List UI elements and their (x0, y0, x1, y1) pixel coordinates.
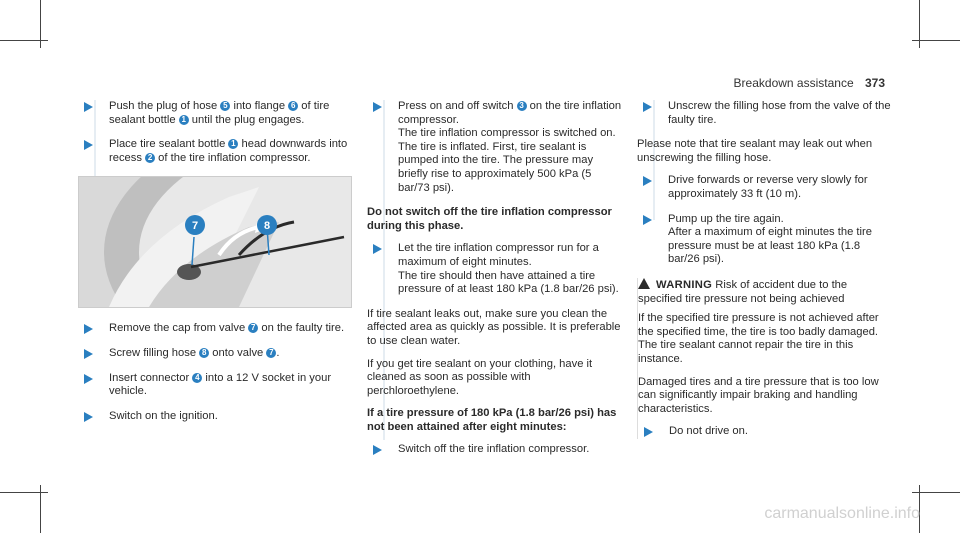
page-header (734, 76, 885, 90)
step-do-not-drive: Do not drive on. (638, 425, 891, 439)
paragraph-note: Please note that tire sealant may leak out when unscrewing the filling hose. (637, 138, 873, 164)
step-arrow-icon (373, 445, 382, 455)
step-arrow-icon (84, 349, 93, 359)
bold-condition: If a tire pressure of 180 kPa (1.8 bar/26 psi) has not been attained after eight minutes: (367, 407, 617, 433)
callout-4: 4 (192, 373, 202, 383)
tire-illustration-svg (79, 177, 351, 307)
step-arrow-icon (84, 324, 93, 334)
callout-3: 3 (517, 101, 527, 111)
callout-5: 5 (220, 101, 230, 111)
watermark: carmanualsonline.info (764, 505, 920, 522)
step-arrow-icon (643, 176, 652, 186)
step-screw-hose: Screw filling hose 8 onto valve 7 . (78, 347, 350, 361)
step-pump-again: Pump up the tire again. After a maximum of eight minutes the tire pressure must be at least 180 kPa (1.8 bar/26 psi). (637, 213, 891, 267)
step-arrow-icon (643, 102, 652, 112)
step-press-switch: Press on and off switch 3 on the tire inflation compressor. The tire inflation compressor is switched on. The tire is inflated. First, tire sealant is pumped into the tire. The pressure may briefly rise to approximately 500 kPa (5 bar/73 psi). (367, 100, 625, 195)
step-result-text: After a maximum of eight minutes the tire pressure must be at least 180 kPa (1.8 bar/26 psi). (668, 226, 872, 266)
callout-8: 8 (199, 348, 209, 358)
step-arrow-icon (373, 244, 382, 254)
page-number: 373 (864, 76, 885, 90)
step-result-text: The tire inflation compressor is switched on. The tire is inflated. First, tire sealant is pumped into the tire. The pressure may briefly rise to approximately 500 kPa (5 bar/73 psi). (398, 127, 616, 194)
callout-7: 7 (248, 323, 258, 333)
step-let-run: Let the tire inflation compressor run for a maximum of eight minutes. The tire should then have attained a tire pressure of at least 180 kPa (1.8 bar/26 psi). (367, 242, 625, 296)
step-drive-slowly: Drive forwards or reverse very slowly for approximately 33 ft (10 m). (637, 174, 891, 201)
warning-box (637, 278, 891, 439)
column-1 (78, 100, 350, 434)
crop-mark (0, 40, 48, 41)
step-unscrew-hose: Unscrew the filling hose from the valve of the faulty tire. (637, 100, 891, 127)
step-arrow-icon (644, 427, 653, 437)
warning-intro: Risk of accident due to the specified tire pressure not being achieved (638, 278, 848, 305)
warning-paragraph-2: Damaged tires and a tire pressure that is too low can significantly impair braking and handling characteristics. (638, 375, 879, 415)
step-arrow-icon (84, 412, 93, 422)
step-ignition: Switch on the ignition. (78, 410, 350, 424)
step-insert-connector: Insert connector 4 into a 12 V socket in your vehicle. (78, 372, 350, 399)
callout-7: 7 (266, 348, 276, 358)
step-arrow-icon (84, 140, 93, 150)
step-switch-off: Switch off the tire inflation compressor. (367, 443, 625, 457)
step-result-text: The tire should then have attained a tire pressure of at least 180 kPa (1.8 bar/26 psi). (398, 269, 619, 296)
bold-instruction: Do not switch off the tire inflation compressor during this phase. (367, 206, 612, 232)
warning-header (638, 278, 891, 306)
step-arrow-icon (643, 215, 652, 225)
callout-1: 1 (179, 115, 189, 125)
tire-valve-illustration (78, 176, 352, 308)
warning-title: WARNING (656, 278, 713, 291)
callout-6: 6 (288, 101, 298, 111)
crop-mark (912, 40, 960, 41)
column-3 (637, 100, 891, 450)
step-remove-cap: Remove the cap from valve 7 on the faulty tire. (78, 322, 350, 336)
crop-mark (912, 492, 960, 493)
step-place-bottle: Place tire sealant bottle 1 head downwards into recess 2 of the tire inflation compressor. (78, 138, 350, 165)
figure-label-7: 7 (191, 220, 199, 233)
warning-triangle-icon (638, 278, 650, 289)
section-title: Breakdown assistance (733, 76, 854, 90)
figure-label-8: 8 (263, 220, 271, 233)
warning-paragraph-1: If the specified tire pressure is not achieved after the specified time, the tire is too badly damaged. The tire sealant cannot repair the tire in this instance. (638, 312, 879, 365)
crop-mark (0, 492, 48, 493)
callout-1: 1 (228, 139, 238, 149)
step-push-plug: Push the plug of hose 5 into flange 6 of tire sealant bottle 1 until the plug engages. (78, 100, 350, 127)
callout-2: 2 (145, 153, 155, 163)
step-arrow-icon (84, 102, 93, 112)
paragraph-clothing: If you get tire sealant on your clothing, have it cleaned as soon as possible with perchloroethylene. (367, 357, 593, 397)
column-2 (367, 100, 625, 468)
step-arrow-icon (84, 374, 93, 384)
paragraph-leak: If tire sealant leaks out, make sure you clean the affected area as quickly as possible. It is preferable to use clean water. (367, 307, 621, 347)
step-arrow-icon (373, 102, 382, 112)
